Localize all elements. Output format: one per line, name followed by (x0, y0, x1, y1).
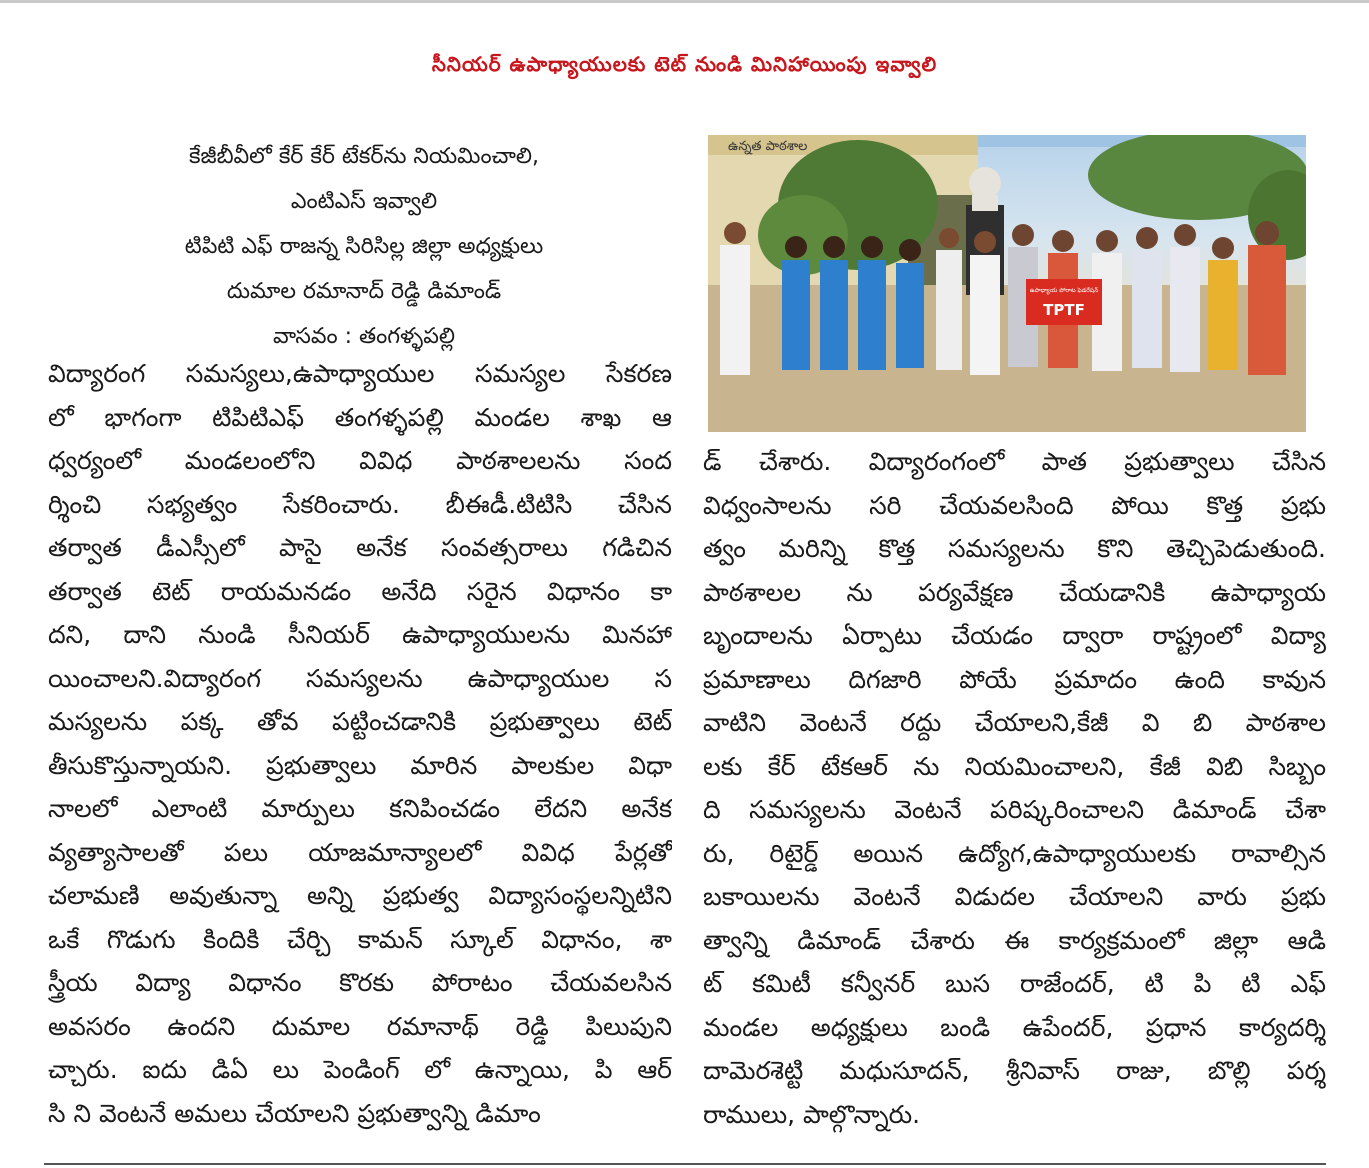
body-line: బృందాలను ఏర్పాటు చేయడం ద్వారా రాష్ట్రంలో విద్యా (703, 621, 1326, 650)
body-line: దని, దాని నుండి సీనియర్ ఉపాధ్యాయులను మినహా (48, 620, 672, 649)
dateline: వాసవం : తంగళ్ళపల్లి (273, 324, 455, 349)
body-line: లకు కేర్ టేకఆర్ ను నియమించాలని, కేజీ విబి సిబ్బం (703, 751, 1326, 781)
body-line: లో భాగంగా టిపిటిఎఫ్ తంగళ్ళపల్లి మండల శాఖ ఆ (48, 402, 672, 432)
body-line: వ్యత్యాసాలతో పలు యాజమాన్యాలలో వివిధ పేర్లతో (48, 837, 672, 867)
body-line: త్వం మరిన్ని కొత్త సమస్యలను కొని తెచ్చిపెడుతుంది. (703, 534, 1326, 563)
body-line: రు, రిటైర్డ్ అయిన ఉద్యోగ,ఉపాధ్యాయులకు రావాల్సిన (703, 838, 1326, 868)
subhead-line: ఎంటిఎస్ ఇవ్వాలి (290, 189, 438, 214)
body-line: యించాలని.విద్యారంగ సమస్యలను ఉపాధ్యాయుల స (48, 663, 672, 693)
subhead-line: దుమాల రమానాద్ రెడ్డి డిమాండ్ (226, 279, 502, 304)
headline: సీనియర్ ఉపాధ్యాయులకు టెట్ నుండి మినిహాయింపు ఇవ్వాలి (431, 52, 938, 76)
statue (969, 167, 1001, 199)
body-line: విద్యారంగ సమస్యలు,ఉపాధ్యాయుల సమస్యల సేకరణ (48, 359, 672, 388)
group-photo-illustration (708, 135, 1306, 432)
top-rule (0, 0, 1369, 3)
body-line: చ్చారు. ఐదు డిఏ లు పెండింగ్ లో ఉన్నాయి, పి ఆర్ (48, 1055, 672, 1084)
tptf-banner (1026, 279, 1102, 325)
school-sign-text: ఉన్నత పాఠశాల (728, 139, 808, 154)
body-line: పాఠశాలల ను పర్యవేక్షణ చేయడానికి ఉపాధ్యాయ (703, 577, 1326, 607)
left-column (48, 352, 672, 1135)
body-line: డ్ చేశారు. విద్యారంగంలో పాత ప్రభుత్వాలు చేసిన (703, 447, 1326, 476)
body-line: ది సమస్యలను వెంటనే పరిష్కరించాలని డిమాండ్ చేశా (703, 795, 1326, 824)
body-line: దామెరశెట్టి మధుసూదన్, శ్రీనివాస్ రాజు, బొల్లి పర్శ (703, 1056, 1326, 1085)
body-line: ట్ కమిటీ కన్వీనర్ బుస రాజేందర్, టి పి టి ఎఫ్ (703, 969, 1326, 998)
subheads (44, 134, 684, 359)
body-line: తర్వాత టెట్ రాయమనడం అనేది సరైన విధానం కా (48, 576, 672, 606)
body-line: ఒకే గొడుగు కిందికి చేర్చి కామన్ స్కూల్ విధానం, శా (48, 924, 672, 954)
body-line: మండల అధ్యక్షులు బండి ఉపేందర్, ప్రధాన కార్యదర్శి (703, 1012, 1326, 1042)
body-line: విధ్వంసాలను సరి చేయవలసింది పోయి కొత్త ప్రభు (703, 490, 1326, 520)
body-line: తీసుకొస్తున్నాయని. ప్రభుత్వాలు మారిన పాలకుల విధా (48, 750, 672, 780)
subhead-line: కేజీబీవీలో కేర్ కేర్ టేకర్‌ను నియమించాలి, (189, 144, 539, 169)
body-line: ధ్వర్యంలో మండలంలోని వివిధ పాఠశాలలను సంద (48, 446, 672, 475)
body-line: బకాయిలను వెంటనే విడుదల చేయాలని వారు ప్రభు (703, 882, 1326, 911)
banner-caption: ఉపాధ్యాయ పోరాట ఫెడరేషన్ (1029, 287, 1099, 294)
news-photo (708, 135, 1306, 432)
body-line: తర్వాత డీఎస్సీలో పాసై అనేక సంవత్సరాలు గడిచిన (48, 533, 672, 562)
body-line: స్త్రీయ విద్యా విధానం కొరకు పోరాటం చేయవలసిన (48, 968, 672, 997)
bottom-rule (44, 1163, 1326, 1165)
body-line: చలామణి అవుతున్నా అన్ని ప్రభుత్వ విద్యాసంస్థలన్నిటిని (48, 881, 672, 910)
banner-text: TPTF (1043, 301, 1085, 319)
body-line: సి ని వెంటనే అమలు చేయాలని ప్రభుత్వాన్ని డిమాం (48, 1098, 541, 1128)
body-line: అవసరం ఉందని దుమాల రమానాథ్ రెడ్డి పిలుపుని (48, 1011, 672, 1041)
body-line: రాములు, పాల్గొన్నారు. (703, 1099, 921, 1129)
subhead-line: టిపిటి ఎఫ్ రాజన్న సిరిసిల్ల జిల్లా అధ్యక్షులు (184, 234, 544, 259)
body-line: త్వాన్ని డిమాండ్ చేశారు ఈ కార్యక్రమంలో జిల్లా ఆడి (703, 925, 1326, 955)
body-line: నాలలో ఎలాంటి మార్పులు కనిపించడం లేదని అనేక (48, 794, 672, 823)
right-column (703, 440, 1326, 1136)
body-line: మస్యలను పక్క తోవ పట్టించడానికి ప్రభుత్వాలు టెట్ (48, 707, 672, 736)
body-line: వాటిని వెంటనే రద్దు చేయాలని,కేజీ వి బి పాఠశాల (703, 708, 1326, 737)
body-line: ప్రమాణాలు దిగజారి పోయే ప్రమాదం ఉంది కావున (703, 664, 1326, 694)
body-line: ర్శించి సభ్యత్వం సేకరించారు. బీఈడీ.టిటిసి చేసిన (48, 489, 672, 519)
